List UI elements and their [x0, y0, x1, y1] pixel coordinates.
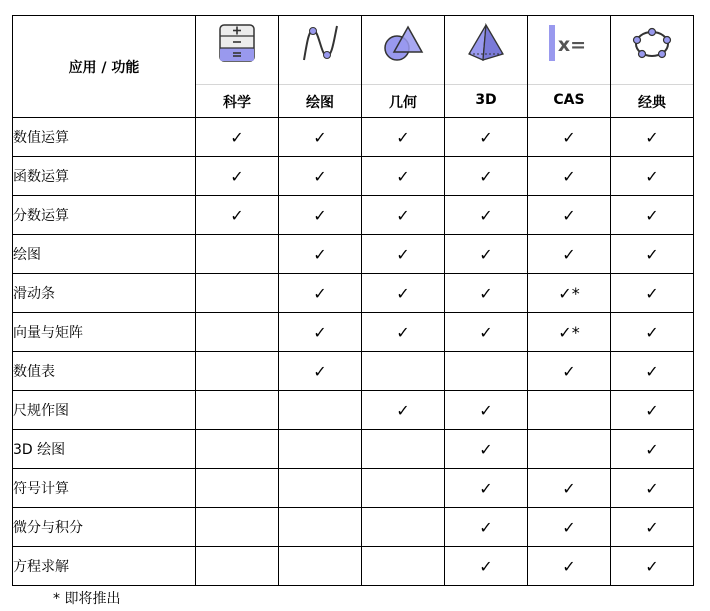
checkmark-cell: ✓	[528, 508, 611, 547]
feature-label: 符号计算	[13, 469, 196, 508]
header-separator	[362, 84, 444, 85]
feature-label: 数值运算	[13, 118, 196, 157]
table-row	[13, 469, 694, 508]
empty-cell	[362, 547, 445, 586]
app-label: 3D	[475, 92, 497, 108]
feature-label: 函数运算	[13, 157, 196, 196]
checkmark-cell: ✓	[445, 547, 528, 586]
checkmark-cell: ✓	[279, 157, 362, 196]
checkmark-cell: ✓	[611, 547, 694, 586]
checkmark-cell: ✓	[362, 274, 445, 313]
svg-text:x=: x=	[557, 34, 587, 56]
checkmark-cell: ✓	[445, 313, 528, 352]
feature-label: 向量与矩阵	[13, 313, 196, 352]
feature-label: 滑动条	[13, 274, 196, 313]
header-separator	[528, 84, 610, 85]
app-column-cas	[528, 16, 611, 118]
header-separator	[279, 84, 361, 85]
header-separator	[196, 84, 278, 85]
empty-cell	[196, 469, 279, 508]
checkmark-coming-soon-cell: ✓*	[528, 274, 611, 313]
table-row	[13, 157, 694, 196]
checkmark-cell: ✓	[528, 547, 611, 586]
feature-label: 绘图	[13, 235, 196, 274]
checkmark-cell: ✓	[279, 352, 362, 391]
feature-comparison-table	[12, 15, 694, 586]
corner-header: 应用 / 功能	[13, 16, 196, 118]
header-row	[13, 16, 694, 118]
table-row	[13, 547, 694, 586]
empty-cell	[445, 352, 528, 391]
table-row	[13, 430, 694, 469]
empty-cell	[196, 274, 279, 313]
checkmark-cell: ✓	[362, 118, 445, 157]
geometry-shapes-icon	[382, 22, 424, 64]
checkmark-cell: ✓	[196, 157, 279, 196]
table-row	[13, 313, 694, 352]
feature-label: 3D 绘图	[13, 430, 196, 469]
checkmark-cell: ✓	[611, 118, 694, 157]
table-row	[13, 118, 694, 157]
checkmark-cell: ✓	[445, 508, 528, 547]
empty-cell	[196, 430, 279, 469]
feature-label: 分数运算	[13, 196, 196, 235]
table-row	[13, 352, 694, 391]
checkmark-cell: ✓	[611, 508, 694, 547]
app-column-3d	[445, 16, 528, 118]
calculator-icon	[216, 22, 258, 64]
app-column-geometry	[362, 16, 445, 118]
app-column-scientific	[196, 16, 279, 118]
app-label: 几何	[389, 95, 417, 111]
app-column-graphing	[279, 16, 362, 118]
checkmark-cell: ✓	[611, 469, 694, 508]
empty-cell	[528, 391, 611, 430]
pyramid-3d-icon	[465, 22, 507, 64]
table-row	[13, 391, 694, 430]
empty-cell	[279, 469, 362, 508]
header-separator	[445, 84, 527, 85]
app-label: 科学	[223, 95, 251, 111]
checkmark-cell: ✓	[362, 391, 445, 430]
cas-x-equals-icon	[548, 22, 590, 64]
header-separator	[611, 84, 693, 85]
empty-cell	[362, 469, 445, 508]
checkmark-cell: ✓	[528, 118, 611, 157]
checkmark-coming-soon-cell: ✓*	[528, 313, 611, 352]
empty-cell	[196, 547, 279, 586]
empty-cell	[196, 313, 279, 352]
checkmark-cell: ✓	[611, 391, 694, 430]
empty-cell	[279, 391, 362, 430]
feature-label: 数值表	[13, 352, 196, 391]
checkmark-cell: ✓	[528, 352, 611, 391]
checkmark-cell: ✓	[528, 157, 611, 196]
empty-cell	[196, 235, 279, 274]
table-row	[13, 235, 694, 274]
checkmark-cell: ✓	[445, 274, 528, 313]
checkmark-cell: ✓	[445, 469, 528, 508]
checkmark-cell: ✓	[445, 118, 528, 157]
feature-label: 微分与积分	[13, 508, 196, 547]
checkmark-cell: ✓	[528, 235, 611, 274]
feature-label: 尺规作图	[13, 391, 196, 430]
table-row	[13, 274, 694, 313]
checkmark-cell: ✓	[362, 196, 445, 235]
checkmark-cell: ✓	[362, 313, 445, 352]
footnote: * 即将推出	[53, 591, 121, 607]
table-row	[13, 196, 694, 235]
checkmark-cell: ✓	[445, 391, 528, 430]
table-row	[13, 508, 694, 547]
empty-cell	[362, 430, 445, 469]
checkmark-cell: ✓	[445, 430, 528, 469]
checkmark-cell: ✓	[611, 430, 694, 469]
checkmark-cell: ✓	[611, 157, 694, 196]
checkmark-cell: ✓	[611, 196, 694, 235]
app-column-classic	[611, 16, 694, 118]
checkmark-cell: ✓	[611, 313, 694, 352]
table-body	[13, 16, 694, 586]
empty-cell	[362, 352, 445, 391]
checkmark-cell: ✓	[445, 157, 528, 196]
checkmark-cell: ✓	[279, 118, 362, 157]
checkmark-cell: ✓	[528, 196, 611, 235]
empty-cell	[279, 547, 362, 586]
app-label: 经典	[638, 95, 666, 111]
checkmark-cell: ✓	[362, 157, 445, 196]
app-label: CAS	[553, 92, 585, 108]
empty-cell	[279, 508, 362, 547]
checkmark-cell: ✓	[445, 196, 528, 235]
checkmark-cell: ✓	[611, 352, 694, 391]
graph-curve-icon	[299, 22, 341, 64]
checkmark-cell: ✓	[279, 196, 362, 235]
checkmark-cell: ✓	[362, 235, 445, 274]
app-label: 绘图	[306, 95, 334, 111]
checkmark-cell: ✓	[279, 313, 362, 352]
checkmark-cell: ✓	[196, 118, 279, 157]
empty-cell	[528, 430, 611, 469]
checkmark-cell: ✓	[528, 469, 611, 508]
empty-cell	[196, 352, 279, 391]
feature-label: 方程求解	[13, 547, 196, 586]
checkmark-cell: ✓	[196, 196, 279, 235]
classic-polygon-icon	[631, 22, 673, 64]
checkmark-cell: ✓	[279, 235, 362, 274]
empty-cell	[362, 508, 445, 547]
checkmark-cell: ✓	[279, 274, 362, 313]
empty-cell	[196, 508, 279, 547]
checkmark-cell: ✓	[445, 235, 528, 274]
checkmark-cell: ✓	[611, 274, 694, 313]
checkmark-cell: ✓	[611, 235, 694, 274]
empty-cell	[279, 430, 362, 469]
empty-cell	[196, 391, 279, 430]
